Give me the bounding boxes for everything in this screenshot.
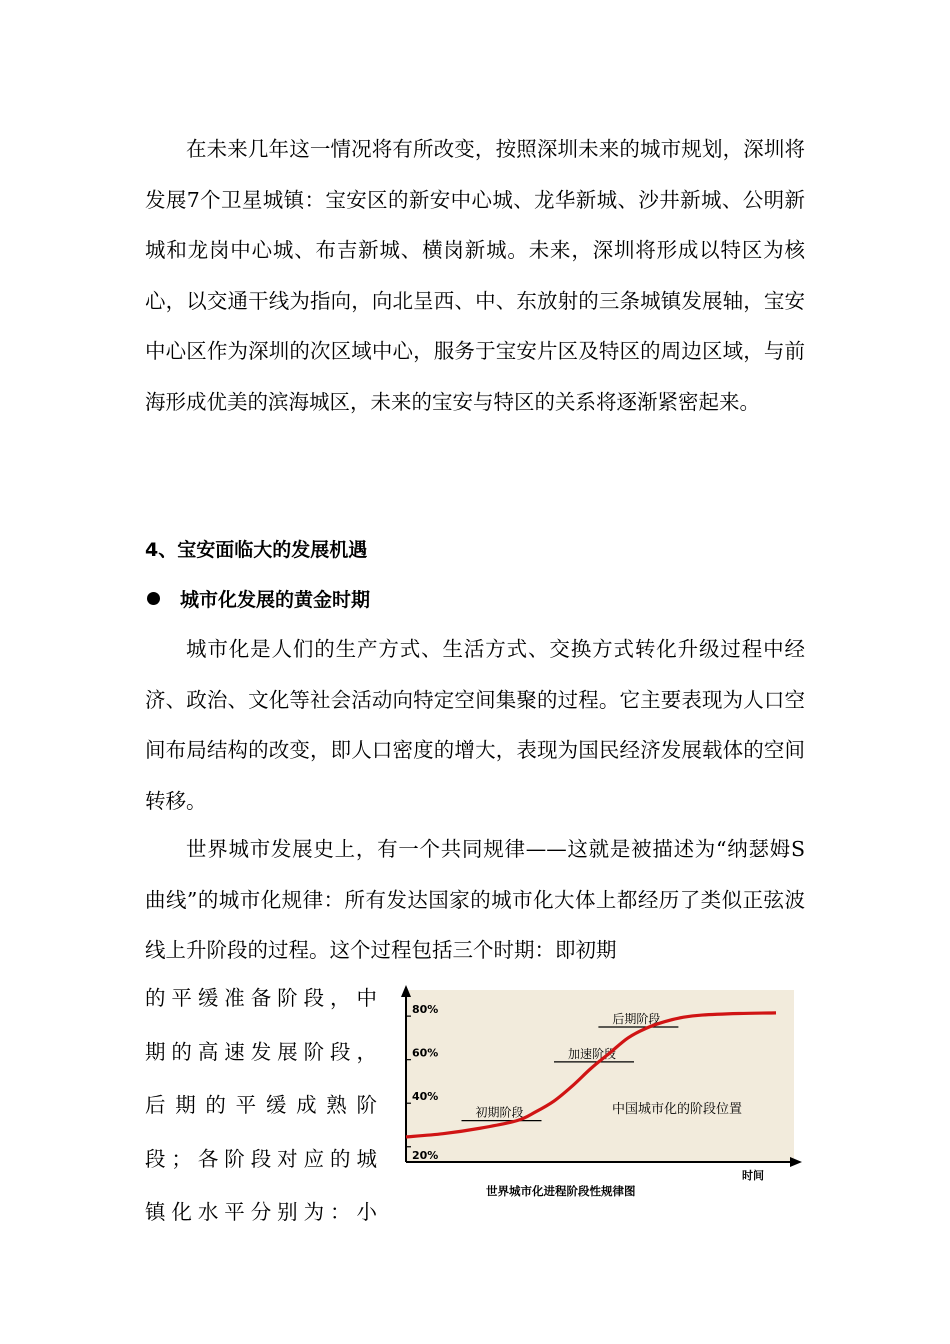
- bullet-dot-icon: [147, 592, 160, 605]
- bullet-item: [145, 578, 370, 618]
- chart-background: [406, 990, 794, 1162]
- wrapped-text-line: 后期的平缓成熟阶: [145, 1093, 377, 1117]
- paragraph-urbanization-definition: 城市化是人们的生产方式、生活方式、交换方式转化升级过程中经济、政治、文化等社会活动向特定空间集聚的过程。它主要表现为人口空间布局结构的改变，即人口密度的增大，表现为国民经济发展载体的空间转移。: [145, 637, 805, 813]
- bullet-text: 城市化发展的黄金时期: [180, 588, 371, 611]
- stage-label: 后期阶段: [612, 1012, 661, 1027]
- stage-label: 初期阶段: [475, 1105, 524, 1120]
- wrapped-text-line: 段；各阶段对应的城: [145, 1146, 377, 1171]
- stage-label: 加速阶段: [568, 1046, 617, 1061]
- wrapped-text-line: 镇化水平分别为：小: [145, 1200, 377, 1224]
- section-heading: 4、宝安面临大的发展机遇: [145, 539, 368, 561]
- wrapped-text-line: 的平缓准备阶段，中: [145, 986, 377, 1010]
- y-tick-label: 40%: [412, 1090, 439, 1104]
- wrapped-text-column: [145, 972, 377, 1240]
- chart-title: 世界城市化进程阶段性规律图: [486, 1184, 636, 1198]
- wrapped-text-line: 期的高速发展阶段，: [145, 1039, 377, 1064]
- y-tick-label: 80%: [412, 1003, 439, 1017]
- x-axis-arrow-icon: [790, 1157, 802, 1167]
- paragraph-s-curve: 世界城市发展史上，有一个共同规律——这就是被描述为“纳瑟姆S曲线”的城市化规律：所有发达国家的城市化大体上都经历了类似正弦波线上升阶段的过程。这个过程包括三个时期：即初期: [145, 837, 805, 962]
- x-axis-label: 时间: [742, 1169, 764, 1182]
- urbanization-chart: [396, 985, 806, 1200]
- paragraph-satellite-towns: 在未来几年这一情况将有所改变，按照深圳未来的城市规划，深圳将发展7个卫星城镇：宝安区的新安中心城、龙华新城、沙井新城、公明新城和龙岗中心城、布吉新城、横岗新城。未来，深圳将形成以特区为核心，以交通干线为指向，向北呈西、中、东放射的三条城镇发展轴，宝安中心区作为深圳的次区域中心，服务于宝安片区及特区的周边区域，与前海形成优美的滨海城区，未来的宝安与特区的关系将逐渐紧密起来。: [145, 137, 805, 414]
- y-tick-label: 60%: [412, 1046, 439, 1060]
- y-tick-label: 20%: [412, 1148, 439, 1162]
- china-stage-annotation: 中国城市化的阶段位置: [612, 1102, 743, 1117]
- chart-svg: [396, 985, 806, 1200]
